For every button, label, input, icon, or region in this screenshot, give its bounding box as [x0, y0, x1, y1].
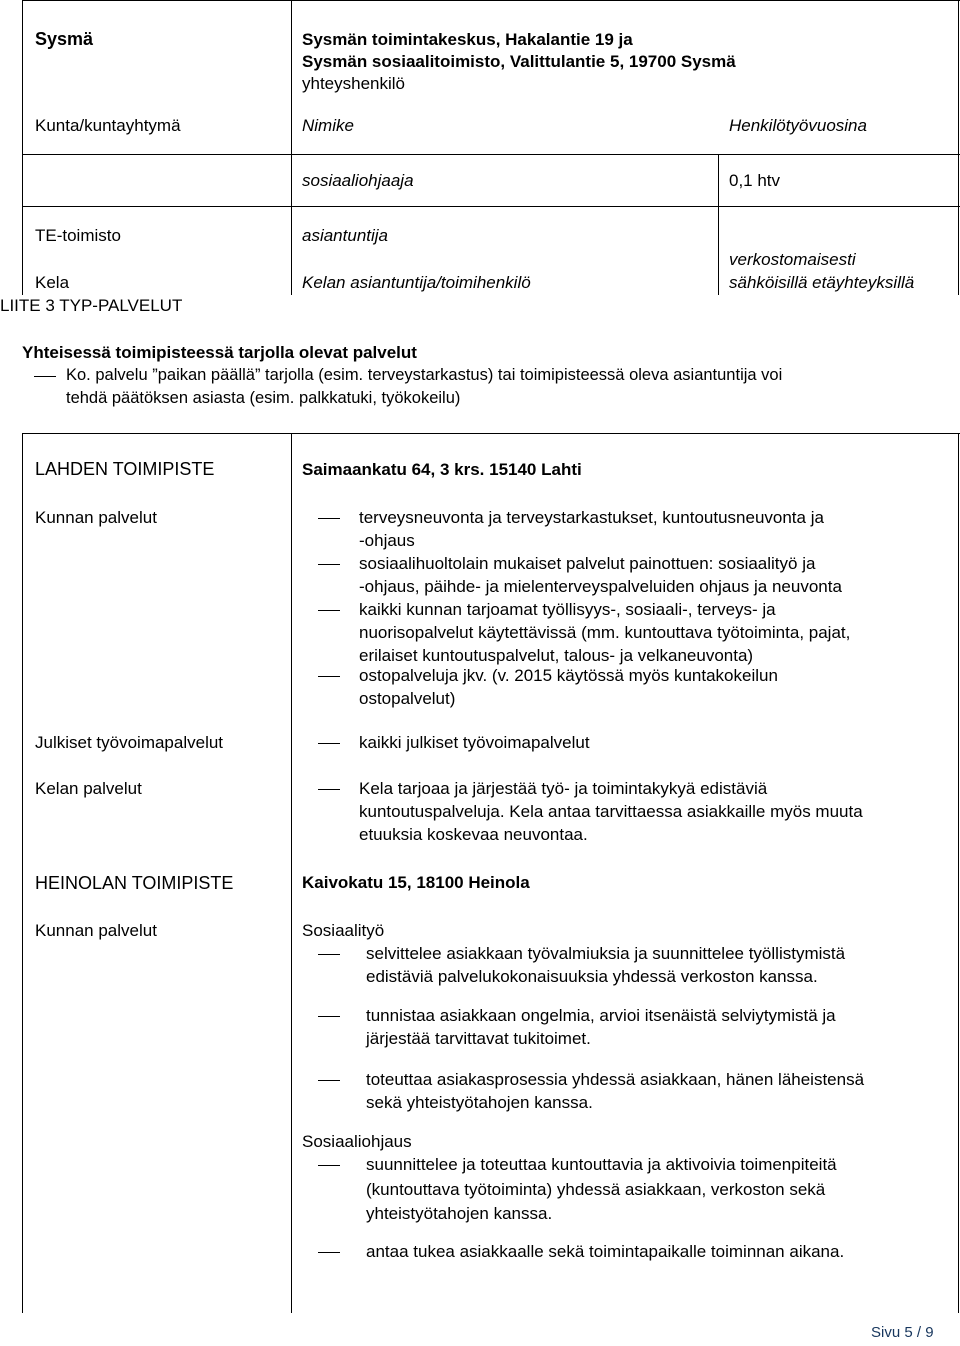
kela-title: Kelan asiantuntija/toimihenkilö [302, 273, 531, 292]
bullet-dash [318, 1080, 340, 1081]
social-title: sosiaaliohjaaja [302, 171, 414, 190]
appendix-heading: LIITE 3 TYP-PALVELUT [0, 296, 183, 315]
lahti-kela-label: Kelan palvelut [35, 779, 142, 798]
sysma-address-line2: Sysmän sosiaalitoimisto, Valittulantie 5, 19700 Sysmä [302, 52, 736, 71]
page-separator: / [916, 1324, 922, 1341]
bullet-dash [318, 564, 340, 565]
lahti-address: Saimaankatu 64, 3 krs. 15140 Lahti [302, 460, 582, 479]
table-right-border [958, 0, 959, 295]
lower-table-col-divider [291, 433, 292, 1313]
list-item-line: selvittelee asiakkaan työvalmiuksia ja suunnittelee työllistymistä [366, 944, 846, 963]
social-guidance-heading: Sosiaaliohjaus [302, 1132, 412, 1151]
bullet-dash [34, 376, 56, 377]
shared-office-line1: Ko. palvelu ”paikan päällä” tarjolla (esim. terveystarkastus) tai toimipisteessä oleva asiantuntija voi [66, 366, 783, 384]
lahti-municipal-label: Kunnan palvelut [35, 508, 157, 527]
bullet-dash [318, 610, 340, 611]
bullet-dash [318, 789, 340, 790]
list-item-line: kaikki kunnan tarjoamat työllisyys-, sosiaali-, terveys- ja [359, 600, 776, 619]
bullet-dash [318, 954, 340, 955]
lower-table-right-border [958, 433, 959, 1313]
heinola-heading: HEINOLAN TOIMIPISTE [35, 873, 234, 893]
heinola-municipal-label: Kunnan palvelut [35, 921, 157, 940]
header-person-years: Henkilötyövuosina [729, 116, 867, 135]
shared-office-heading: Yhteisessä toimipisteessä tarjolla olevat palvelut [22, 343, 417, 362]
list-item-line: ostopalvelut) [359, 689, 456, 708]
bullet-dash [318, 1252, 340, 1253]
sysma-address-line1: Sysmän toimintakeskus, Hakalantie 19 ja [302, 30, 633, 49]
sysma-label: Sysmä [35, 29, 94, 49]
list-item-line: antaa tukea asiakkaalle sekä toimintapaikalle toiminnan aikana. [366, 1242, 845, 1261]
te-label: TE-toimisto [35, 226, 121, 245]
list-item-line: -ohjaus [359, 531, 415, 550]
lahti-public-item: kaikki julkiset työvoimapalvelut [359, 733, 590, 752]
heinola-address: Kaivokatu 15, 18100 Heinola [302, 873, 530, 892]
bullet-dash [318, 518, 340, 519]
list-item-line: edistäviä palvelukokonaisuuksia yhdessä verkoston kanssa. [366, 967, 818, 986]
social-work-heading: Sosiaalityö [302, 921, 385, 940]
social-person-years: 0,1 htv [729, 171, 781, 190]
table-row-divider [22, 206, 960, 207]
sysma-contact: yhteyshenkilö [302, 74, 406, 93]
list-item-line: Kela tarjoaa ja järjestää työ- ja toimintakykyä edistäviä [359, 779, 768, 798]
page-number [871, 1325, 934, 1340]
list-item-line: terveysneuvonta ja terveystarkastukset, kuntoutusneuvonta ja [359, 508, 824, 527]
bullet-dash [318, 676, 340, 677]
bullet-dash [318, 1165, 340, 1166]
header-municipality: Kunta/kuntayhtymä [35, 116, 181, 135]
bullet-dash [318, 743, 340, 744]
list-item-line: tunnistaa asiakkaan ongelmia, arvioi itsenäistä selviytymistä ja [366, 1006, 836, 1025]
lahti-public-label: Julkiset työvoimapalvelut [35, 733, 224, 752]
table-col-divider [291, 0, 292, 295]
table-top-border [22, 0, 960, 1]
list-item-line: ostopalveluja jkv. (v. 2015 käytössä myös kuntakokeilun [359, 666, 778, 685]
bullet-dash [318, 1016, 340, 1017]
list-item-line: -ohjaus, päihde- ja mielenterveyspalveluiden ohjaus ja neuvonta [359, 577, 842, 596]
list-item-line: etuuksia koskevaa neuvontaa. [359, 825, 588, 844]
page-total: 9 [925, 1324, 934, 1341]
table-left-border [22, 0, 23, 295]
shared-office-line2: tehdä päätöksen asiasta (esim. palkkatuki, työkokeilu) [66, 389, 461, 407]
list-item-line: toteuttaa asiakasprosessia yhdessä asiakkaan, hänen läheistensä [366, 1070, 865, 1089]
te-title: asiantuntija [302, 226, 389, 245]
kela-label: Kela [35, 273, 70, 292]
list-item-line: suunnittelee ja toteuttaa kuntouttavia ja aktivoivia toimenpiteitä [366, 1155, 837, 1174]
lower-table-top-border [22, 433, 960, 434]
list-item-line: sekä yhteistyötahojen kanssa. [366, 1093, 593, 1112]
list-item-line: kuntoutuspalveluja. Kela antaa tarvittaessa asiakkaille myös muuta [359, 802, 863, 821]
page-current: 5 [904, 1324, 913, 1341]
table-col-divider-right [718, 154, 719, 295]
table-row-divider [22, 154, 960, 155]
kela-note-line2: sähköisillä etäyhteyksillä [729, 273, 915, 292]
page-label: Sivu [871, 1324, 901, 1341]
kela-note-line1: verkostomaisesti [729, 250, 856, 269]
lahti-heading: LAHDEN TOIMIPISTE [35, 459, 215, 479]
list-item-line: sosiaalihuoltolain mukaiset palvelut painottuen: sosiaalityö ja [359, 554, 816, 573]
list-item-line: erilaiset kuntoutuspalvelut, talous- ja velkaneuvonta) [359, 646, 754, 665]
list-item-line: (kuntouttava työtoiminta) yhdessä asiakkaan, verkoston sekä [366, 1180, 826, 1199]
list-item-line: järjestää tarvittavat tukitoimet. [366, 1029, 591, 1048]
list-item-line: nuorisopalvelut käytettävissä (mm. kuntouttava työtoiminta, pajat, [359, 623, 851, 642]
list-item-line: yhteistyötahojen kanssa. [366, 1204, 553, 1223]
lower-table-left-border [22, 433, 23, 1313]
header-title: Nimike [302, 116, 354, 135]
